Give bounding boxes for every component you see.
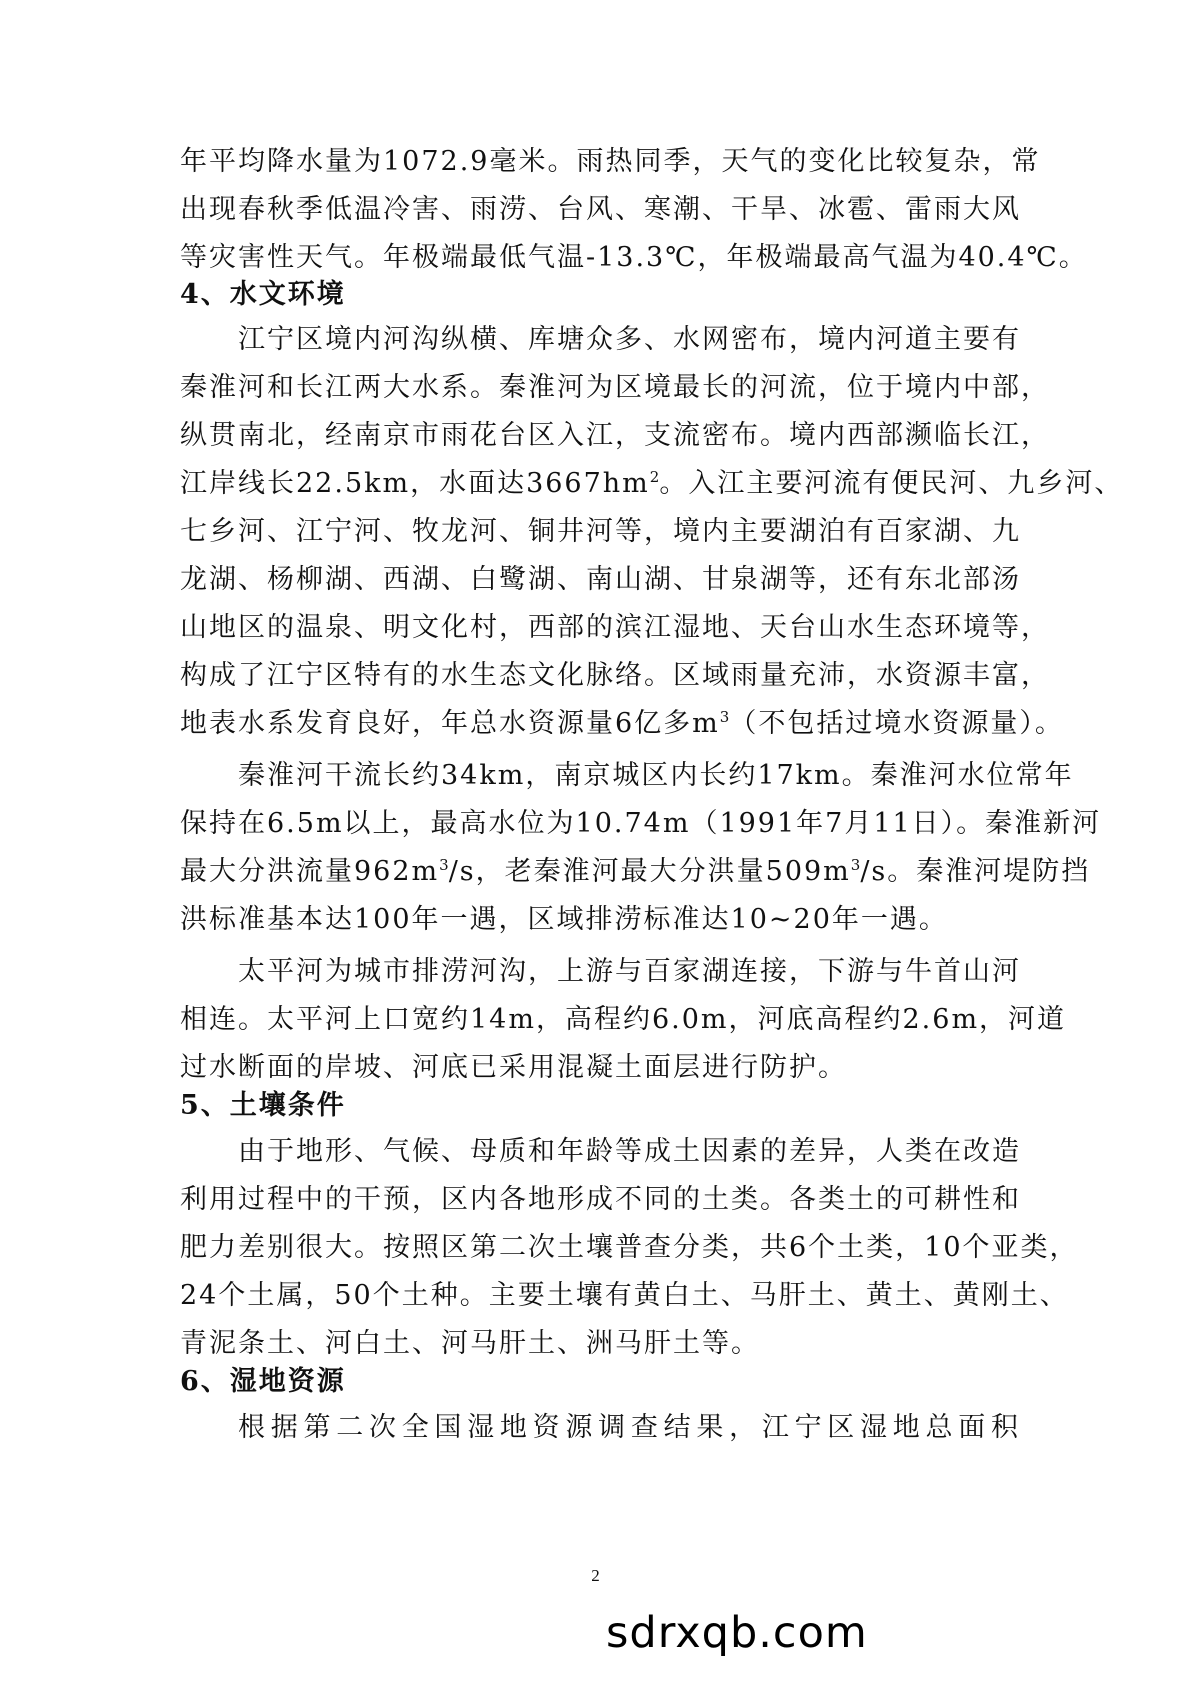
soil-p1-line-2: 利用过程中的干预，区内各地形成不同的土类。各类土的可耕性和 — [180, 1184, 1021, 1215]
hydrology-p1-line-6: 龙湖、杨柳湖、西湖、白鹭湖、南山湖、甘泉湖等，还有东北部汤 — [180, 564, 1021, 595]
soil-p1-line-3: 肥力差别很大。按照区第二次土壤普查分类，共6个土类，10个亚类， — [180, 1232, 1079, 1263]
section-heading-hydrology: 4、水文环境 — [180, 279, 346, 310]
section-heading-wetland: 6、湿地资源 — [180, 1366, 346, 1397]
text-run: /s。秦淮河堤防挡 — [860, 856, 1091, 887]
hydrology-p1-line-3: 纵贯南北，经南京市雨花台区入江，支流密布。境内西部濒临长江， — [180, 420, 1050, 451]
climate-line-3: 等灾害性天气。年极端最低气温-13.3℃，年极端最高气温为40.4℃。 — [180, 242, 1088, 273]
text-run: 最大分洪流量962m — [180, 856, 440, 887]
text-run: 。入江主要河流有便民河、九乡河、 — [659, 468, 1124, 499]
hydrology-p1-line-9 — [180, 706, 1064, 742]
hydrology-p3-line-3: 过水断面的岸坡、河底已采用混凝土面层进行防护。 — [180, 1052, 847, 1083]
soil-p1-line-5: 青泥条土、河白土、河马肝土、洲马肝土等。 — [180, 1328, 760, 1359]
hydrology-p3-line-2: 相连。太平河上口宽约14m，高程约6.0m，河底高程约2.6m，河道 — [180, 1004, 1067, 1035]
soil-p1-line-4: 24个土属，50个土种。主要土壤有黄白土、马肝土、黄土、黄刚土、 — [180, 1280, 1069, 1311]
page-number: 2 — [591, 1566, 600, 1585]
hydrology-p1-line-2: 秦淮河和长江两大水系。秦淮河为区境最长的河流，位于境内中部， — [180, 372, 1050, 403]
hydrology-p2-line-3 — [180, 854, 1091, 890]
hydrology-p3-line-1: 太平河为城市排涝河沟，上游与百家湖连接，下游与牛首山河 — [238, 956, 1021, 987]
wetland-p1-line-1: 根据第二次全国湿地资源调查结果，江宁区湿地总面积 — [238, 1412, 1020, 1443]
superscript: 3 — [439, 856, 449, 874]
superscript: 3 — [719, 708, 730, 726]
climate-line-1: 年平均降水量为1072.9毫米。雨热同季，天气的变化比较复杂，常 — [180, 146, 1041, 177]
hydrology-p2-line-4: 洪标准基本达100年一遇，区域排涝标准达10~20年一遇。 — [180, 904, 948, 935]
hydrology-p2-line-2: 保持在6.5m以上，最高水位为10.74m（1991年7月11日）。秦淮新河 — [180, 808, 1102, 839]
climate-line-2: 出现春秋季低温冷害、雨涝、台风、寒潮、干旱、冰雹、雷雨大风 — [180, 194, 1021, 225]
site-watermark: sdrxqb.com — [606, 1608, 868, 1658]
text-run: （不包括过境水资源量）。 — [729, 708, 1064, 739]
hydrology-p1-line-7: 山地区的温泉、明文化村，西部的滨江湿地、天台山水生态环境等， — [180, 612, 1050, 643]
text-run: 江岸线长22.5km，水面达3667hm — [180, 468, 650, 499]
hydrology-p1-line-8: 构成了江宁区特有的水生态文化脉络。区域雨量充沛，水资源丰富， — [180, 660, 1050, 691]
text-run: 地表水系发育良好，年总水资源量6亿多m — [180, 708, 720, 739]
hydrology-p1-line-5: 七乡河、江宁河、牧龙河、铜井河等，境内主要湖泊有百家湖、九 — [180, 516, 1021, 547]
hydrology-p1-line-1: 江宁区境内河沟纵横、库塘众多、水网密布，境内河道主要有 — [238, 324, 1021, 355]
hydrology-p2-line-1: 秦淮河干流长约34km，南京城区内长约17km。秦淮河水位常年 — [238, 760, 1074, 791]
text-run: /s，老秦淮河最大分洪量509m — [448, 856, 851, 887]
hydrology-p1-line-4 — [180, 466, 1124, 502]
superscript: 2 — [649, 468, 660, 486]
section-heading-soil: 5、土壤条件 — [180, 1090, 346, 1121]
superscript: 3 — [850, 856, 861, 874]
soil-p1-line-1: 由于地形、气候、母质和年龄等成土因素的差异，人类在改造 — [238, 1136, 1021, 1167]
